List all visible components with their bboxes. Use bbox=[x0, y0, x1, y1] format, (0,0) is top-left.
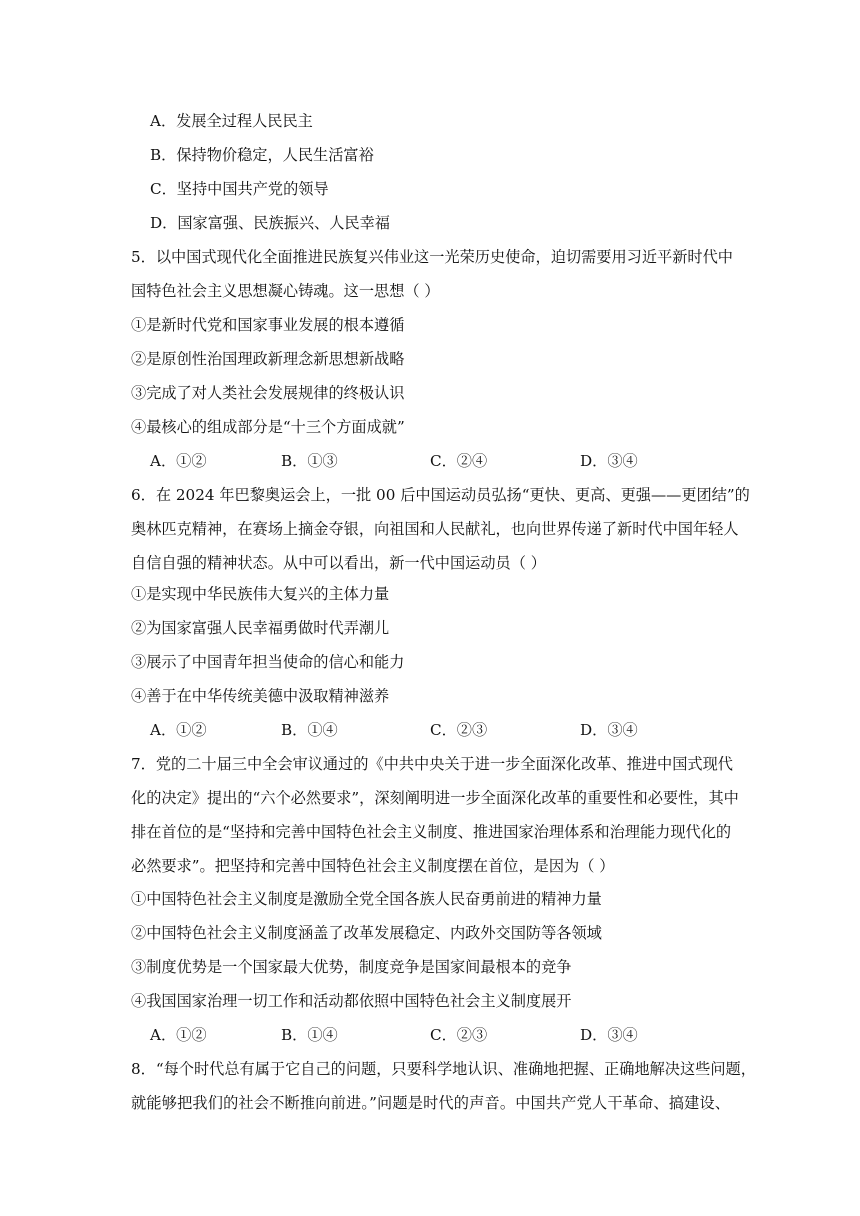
q4-option-b: B．保持物价稳定，人民生活富裕 bbox=[150, 146, 374, 164]
q5-choice-b: B．①③ bbox=[281, 452, 338, 470]
q6-item-4: ④善于在中华传统美德中汲取精神滋养 bbox=[131, 687, 390, 705]
q7-item-3: ③制度优势是一个国家最大优势，制度竞争是国家间最根本的竞争 bbox=[131, 958, 572, 976]
q6-choice-c: C．②③ bbox=[430, 721, 488, 739]
q5-item-3: ③完成了对人类社会发展规律的终极认识 bbox=[131, 384, 405, 402]
q4-option-c: C．坚持中国共产党的领导 bbox=[150, 180, 329, 198]
q7-choice-a: A．①② bbox=[150, 1026, 207, 1044]
q7-stem-line-3: 排在首位的是“坚持和完善中国特色社会主义制度、推进国家治理体系和治理能力现代化的 bbox=[131, 823, 732, 841]
q6-choice-a: A．①② bbox=[150, 721, 207, 739]
q5-stem-line-1: 5．以中国式现代化全面推进民族复兴伟业这一光荣历史使命，迫切需要用习近平新时代中 bbox=[131, 248, 733, 266]
q6-item-1: ①是实现中华民族伟大复兴的主体力量 bbox=[131, 585, 390, 603]
q6-stem-line-1: 6．在 2024 年巴黎奥运会上，一批 00 后中国运动员弘扬“更快、更高、更强——更团结”的 bbox=[131, 486, 750, 504]
q7-stem-line-1: 7．党的二十届三中全会审议通过的《中共中央关于进一步全面深化改革、推进中国式现代 bbox=[131, 755, 733, 773]
q8-stem-line-1: 8．“每个时代总有属于它自己的问题，只要科学地认识、准确地把握、正确地解决这些问题， bbox=[131, 1060, 756, 1078]
q7-choice-c: C．②③ bbox=[430, 1026, 488, 1044]
q4-option-d: D．国家富强、民族振兴、人民幸福 bbox=[150, 214, 390, 232]
q7-stem-line-4: 必然要求”。把坚持和完善中国特色社会主义制度摆在首位，是因为（ ） bbox=[131, 857, 615, 875]
q6-item-2: ②为国家富强人民幸福勇做时代弄潮儿 bbox=[131, 619, 390, 637]
q5-item-4: ④最核心的组成部分是“十三个方面成就” bbox=[131, 418, 405, 436]
q6-choice-b: B．①④ bbox=[281, 721, 338, 739]
q5-choice-a: A．①② bbox=[150, 452, 207, 470]
q7-choice-d: D．③④ bbox=[580, 1026, 638, 1044]
q7-item-2: ②中国特色社会主义制度涵盖了改革发展稳定、内政外交国防等各领域 bbox=[131, 924, 602, 942]
q5-choice-d: D．③④ bbox=[580, 452, 638, 470]
q6-choice-d: D．③④ bbox=[580, 721, 638, 739]
q7-stem-line-2: 化的决定》提出的“六个必然要求”，深刻阐明进一步全面深化改革的重要性和必要性，其中 bbox=[131, 789, 739, 807]
q5-choice-c: C．②④ bbox=[430, 452, 488, 470]
q5-item-1: ①是新时代党和国家事业发展的根本遵循 bbox=[131, 316, 405, 334]
q5-item-2: ②是原创性治国理政新理念新思想新战略 bbox=[131, 350, 405, 368]
q8-stem-line-2: 就能够把我们的社会不断推向前进。”问题是时代的声音。中国共产党人干革命、搞建设、 bbox=[131, 1094, 730, 1112]
q7-item-4: ④我国国家治理一切工作和活动都依照中国特色社会主义制度展开 bbox=[131, 992, 572, 1010]
q7-item-1: ①中国特色社会主义制度是激励全党全国各族人民奋勇前进的精神力量 bbox=[131, 890, 602, 908]
q6-stem-line-3: 自信自强的精神状态。从中可以看出，新一代中国运动员（ ） bbox=[131, 554, 546, 572]
q5-stem-line-2: 国特色社会主义思想凝心铸魂。这一思想（ ） bbox=[131, 282, 440, 300]
q4-option-a: A．发展全过程人民民主 bbox=[150, 112, 313, 130]
q7-choice-b: B．①④ bbox=[281, 1026, 338, 1044]
q6-item-3: ③展示了中国青年担当使命的信心和能力 bbox=[131, 653, 405, 671]
q6-stem-line-2: 奥林匹克精神，在赛场上摘金夺银，向祖国和人民献礼，也向世界传递了新时代中国年轻人 bbox=[131, 520, 739, 538]
